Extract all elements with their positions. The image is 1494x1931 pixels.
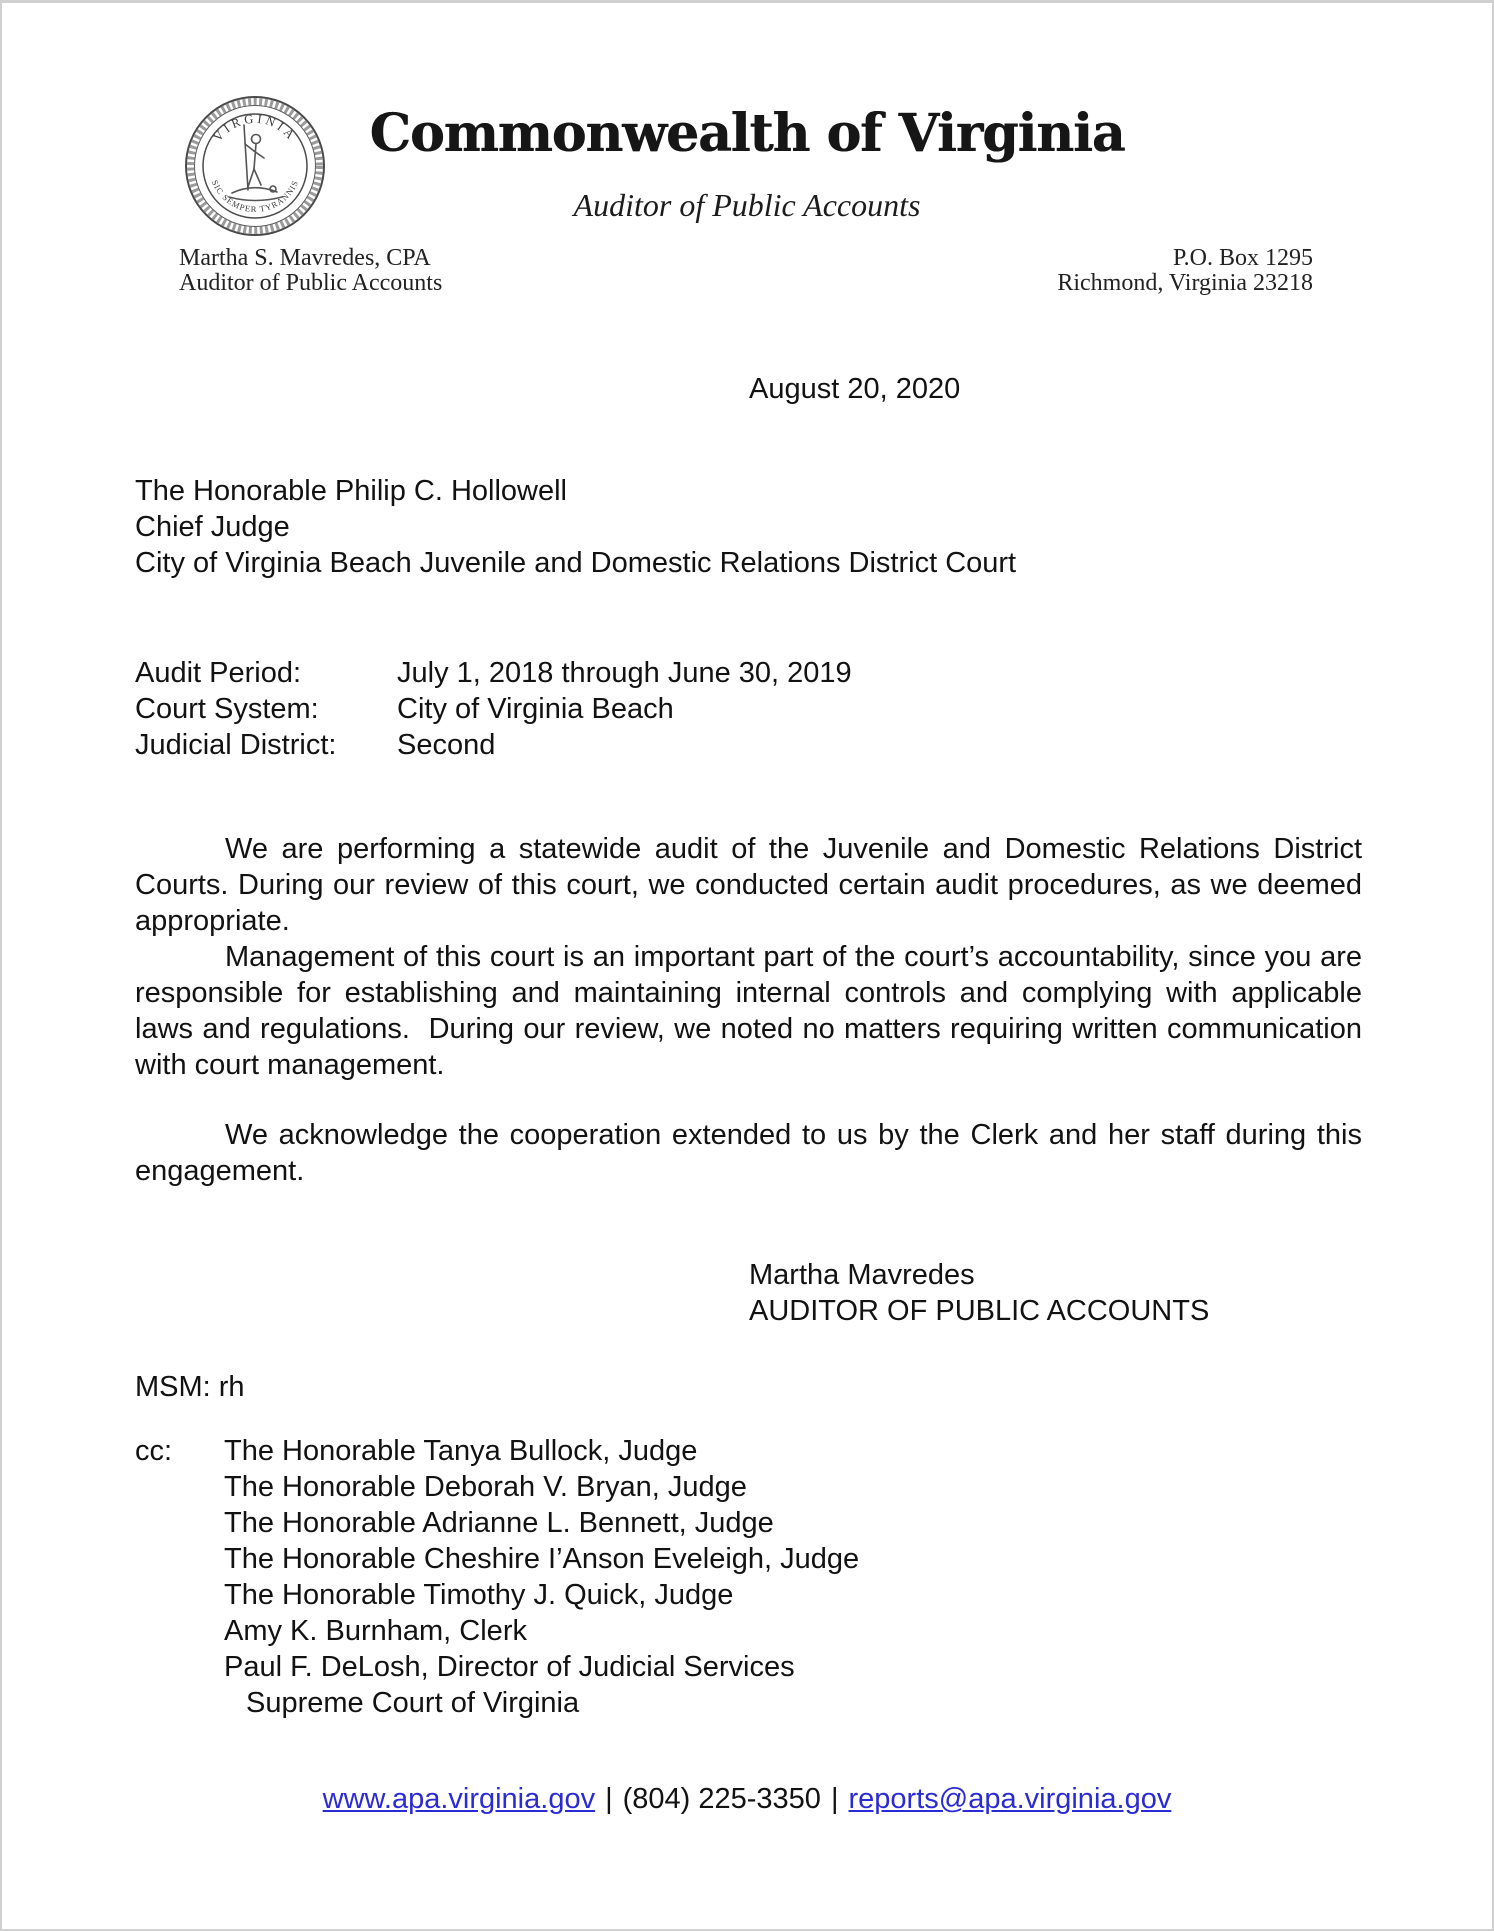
body-paragraph-2: Management of this court is an important part of the court’s accountability, since you are responsible for establishing and maintaining internal controls and complying with applicable laws and regulations. During our review, we noted no matters requiring written communication with court management. [135, 941, 1362, 1081]
cc-item: The Honorable Deborah V. Bryan, Judge [224, 1471, 747, 1503]
cc-item: Paul F. DeLosh, Director of Judicial Services [224, 1651, 795, 1683]
court-system-value: City of Virginia Beach [397, 693, 674, 725]
auditor-name: Martha S. Mavredes, CPA [179, 245, 431, 271]
website-link[interactable]: www.apa.virginia.gov [322, 1783, 596, 1815]
audit-period-label: Audit Period: [135, 657, 302, 689]
cc-block [135, 1433, 859, 1721]
seal-bottom-text: SIC SEMPER TYRANNIS [209, 178, 301, 215]
cc-list [224, 1433, 859, 1721]
cc-item: The Honorable Cheshire I’Anson Eveleigh, Judge [224, 1543, 860, 1575]
footer-separator: | [830, 1783, 839, 1815]
city-state-zip: Richmond, Virginia 23218 [1057, 270, 1313, 296]
audit-period-row [135, 655, 852, 691]
court-system-label: Court System: [135, 693, 319, 725]
judicial-district-value: Second [397, 729, 496, 761]
cc-item: The Honorable Timothy J. Quick, Judge [224, 1579, 734, 1611]
body-paragraph-3: We acknowledge the cooperation extended to us by the Clerk and her staff during this engagement. [135, 1119, 1362, 1187]
recipient-court: City of Virginia Beach Juvenile and Domestic Relations District Court [135, 547, 1017, 579]
judicial-district-row [135, 727, 852, 763]
cc-item: Amy K. Burnham, Clerk [224, 1615, 527, 1647]
office-address-block [1057, 246, 1313, 296]
letter-date: August 20, 2020 [749, 373, 961, 405]
audit-period-value: July 1, 2018 through June 30, 2019 [397, 657, 852, 689]
auditor-title: Auditor of Public Accounts [179, 270, 443, 296]
judicial-district-label: Judicial District: [135, 729, 337, 761]
signature-block [749, 1257, 1209, 1329]
email-link[interactable]: reports@apa.virginia.gov [848, 1783, 1172, 1815]
letterhead-subtitle: Auditor of Public Accounts [573, 187, 921, 223]
po-box: P.O. Box 1295 [1172, 245, 1313, 271]
recipient-block [135, 473, 1016, 581]
signer-title: AUDITOR OF PUBLIC ACCOUNTS [749, 1295, 1210, 1327]
seal-top-text: VIRGINIA [210, 111, 300, 145]
court-system-row [135, 691, 852, 727]
reference-initials: MSM: rh [135, 1371, 245, 1403]
cc-item: Supreme Court of Virginia [246, 1687, 580, 1719]
phone-number: (804) 225-3350 [622, 1783, 821, 1815]
recipient-title: Chief Judge [135, 511, 290, 543]
audit-info-block [135, 655, 852, 763]
cc-item: The Honorable Tanya Bullock, Judge [224, 1435, 698, 1467]
auditor-contact-block [179, 246, 442, 296]
footer-contact-line [2, 1781, 1492, 1817]
recipient-name: The Honorable Philip C. Hollowell [135, 475, 567, 507]
body-paragraph-1: We are performing a statewide audit of the Juvenile and Domestic Relations District Courts. During our review of this court, we conducted certain audit procedures, as we deemed appropriate. [135, 833, 1362, 937]
letterhead-title: Commonwealth of Virginia [369, 103, 1125, 164]
footer-separator: | [605, 1783, 613, 1815]
cc-label: cc: [135, 1435, 173, 1467]
cc-item: The Honorable Adrianne L. Bennett, Judge [224, 1507, 774, 1539]
signer-name: Martha Mavredes [749, 1259, 975, 1291]
